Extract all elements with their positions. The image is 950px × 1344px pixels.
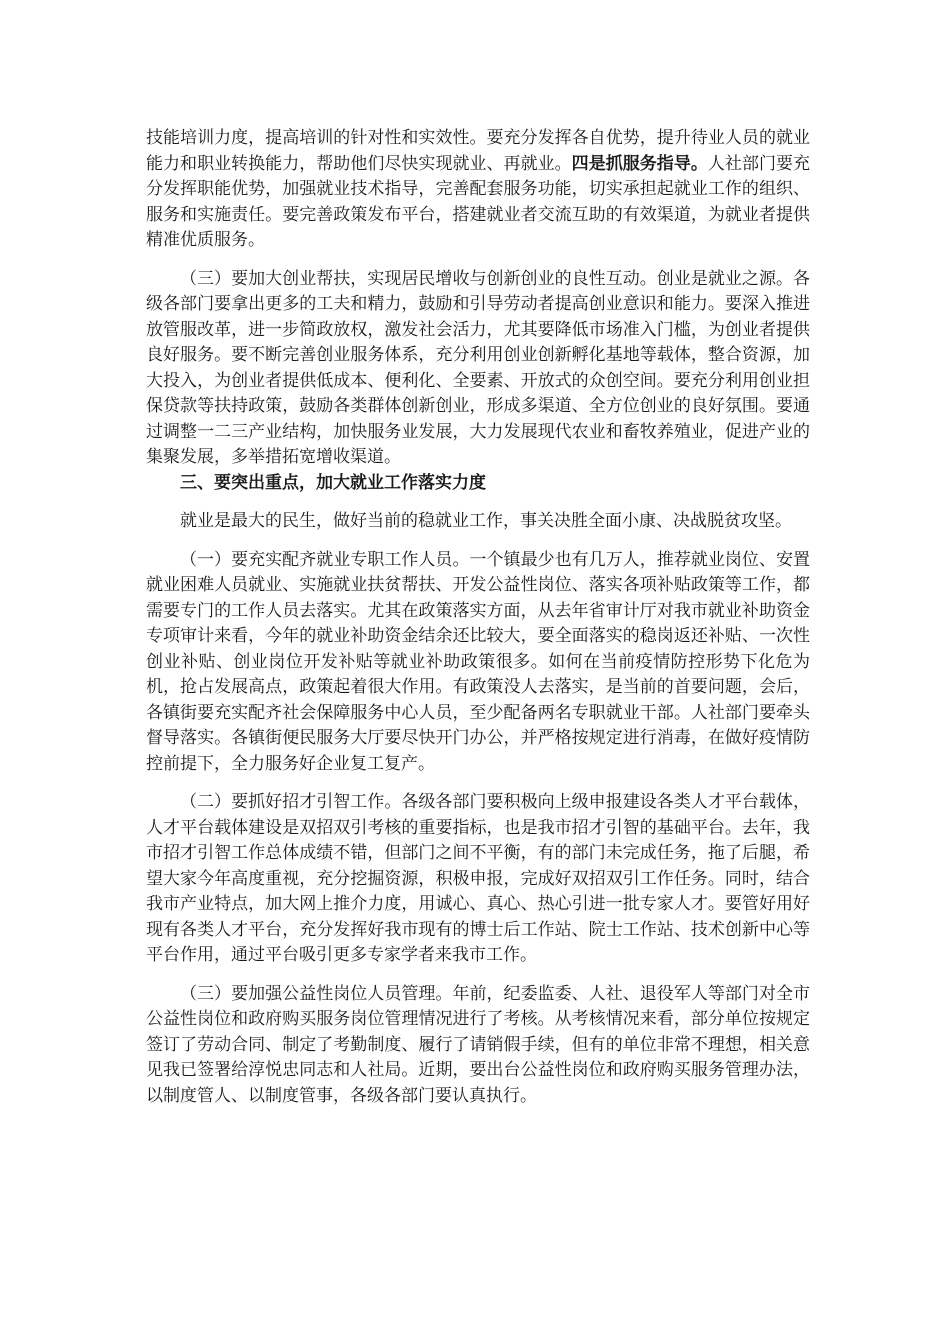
- paragraph-text: 技能培训力度，提高培训的针对性和实效性。要充分发挥各自优势，提升待业人员的就业能力和职业转换能力，帮助他们尽快实现就业、再就业。: [146, 128, 810, 174]
- paragraph-text: 各级各部门要积极向上级申报建设各类人才平台载体，人才平台载体建设是双招双引考核的重要指标，也是我市招才引智的基础平台。去年，我市招才引智工作总体成绩不错，但部门之间不平衡，有的部门未完成任务，拖了后腿，希望大家今年高度重视，充分挖掘资源，积极申报，完成好双招双引工作任务。同时，结合我市产业特点，加大网上推介力度，用诚心、真心、热心引进一批专家人才。要管好用好现有各类人才平台，充分发挥好我市现有的博士后工作站、院士工作站、技术创新中心等平台作用，通过平台吸引更多专家学者来我市工作。: [146, 792, 811, 965]
- paragraph-lead: （三）要加强公益性岗位人员管理。: [180, 983, 453, 1004]
- bold-point-service-guidance: 四是抓服务指导。: [571, 153, 708, 174]
- paragraph-text: 人社部门要充分发挥职能优势，加强就业技术指导，完善配套服务功能，切实承担起就业工作的组织、服务和实施责任。要完善政策发布平台，搭建就业者交流互助的有效渠道，为就业者提供精准优质服务。: [146, 153, 811, 250]
- paragraph-text: 创业是就业之源。各级各部门要拿出更多的工夫和精力，鼓励和引导劳动者提高创业意识和能力。要深入推进放管服改革，进一步简政放权，激发社会活力，尤其要降低市场准入门槛，为创业者提供良好服务。要不断完善创业服务体系，充分利用创业创新孵化基地等载体，整合资源，加大投入，为创业者提供低成本、便利化、全要素、开放式的众创空间。要充分利用创业担保贷款等扶持政策，鼓励各类群体创新创业，形成多渠道、全方位创业的良好氛围。要通过调整一二三产业结构，加快服务业发展，大力发展现代农业和畜牧养殖业，促进产业的集聚发展，多举措拓宽增收渠道。: [146, 268, 811, 467]
- paragraph-talent-attraction: [146, 790, 810, 969]
- paragraph-text: 年前，纪委监委、人社、退役军人等部门对全市公益性岗位和政府购买服务岗位管理情况进行了考核。从考核情况来看，部分单位按规定签订了劳动合同、制定了考勤制度、履行了请销假手续，但有的单位非常不理想，相关意见我已签署给淳悦忠同志和人社局。近期，要出台公益性岗位和政府购买服务管理办法，以制度管人、以制度管事，各级各部门要认真执行。: [146, 983, 811, 1106]
- document-body: [146, 126, 810, 1109]
- paragraph-lead: （三）要加大创业帮扶，实现居民增收与创新创业的良性互动。: [180, 268, 657, 289]
- paragraph-lead: （二）要抓好招才引智工作。: [180, 792, 402, 812]
- paragraph-entrepreneurship-support: [146, 267, 810, 471]
- paragraph-public-welfare-posts: [146, 982, 810, 1110]
- section-heading-three: 三、要突出重点，加大就业工作落实力度: [180, 472, 486, 493]
- paragraph-text: 一个镇最少也有几万人，推荐就业岗位、安置就业困难人员就业、实施就业扶贫帮扶、开发公益性岗位、落实各项补贴政策等工作，都需要专门的工作人员去落实。尤其在政策落实方面，从去年省审计厅对我市就业补助资金专项审计来看，今年的就业补助资金结余还比较大，要全面落实的稳岗返还补贴、一次性创业补贴、创业岗位开发补贴等就业补助政策很多。如何在当前疫情防控形势下化危为机，抢占发展高点，政策起着很大作用。有政策没人去落实，是当前的首要问题，会后，各镇街要充实配齐社会保障服务中心人员，至少配备两名专职就业干部。人社部门要牵头督导落实。各镇街便民服务大厅要尽快开门办公，并严格按规定进行消毒，在做好疫情防控前提下，全力服务好企业复工复产。: [146, 549, 811, 774]
- paragraph-lead: （一）要充实配齐就业专职工作人员。: [180, 549, 470, 570]
- paragraph-skills-training: [146, 126, 810, 254]
- paragraph-staffing: [146, 548, 810, 778]
- paragraph-employment-livelihood: 就业是最大的民生，做好当前的稳就业工作，事关决胜全面小康、决战脱贫攻坚。: [180, 511, 792, 531]
